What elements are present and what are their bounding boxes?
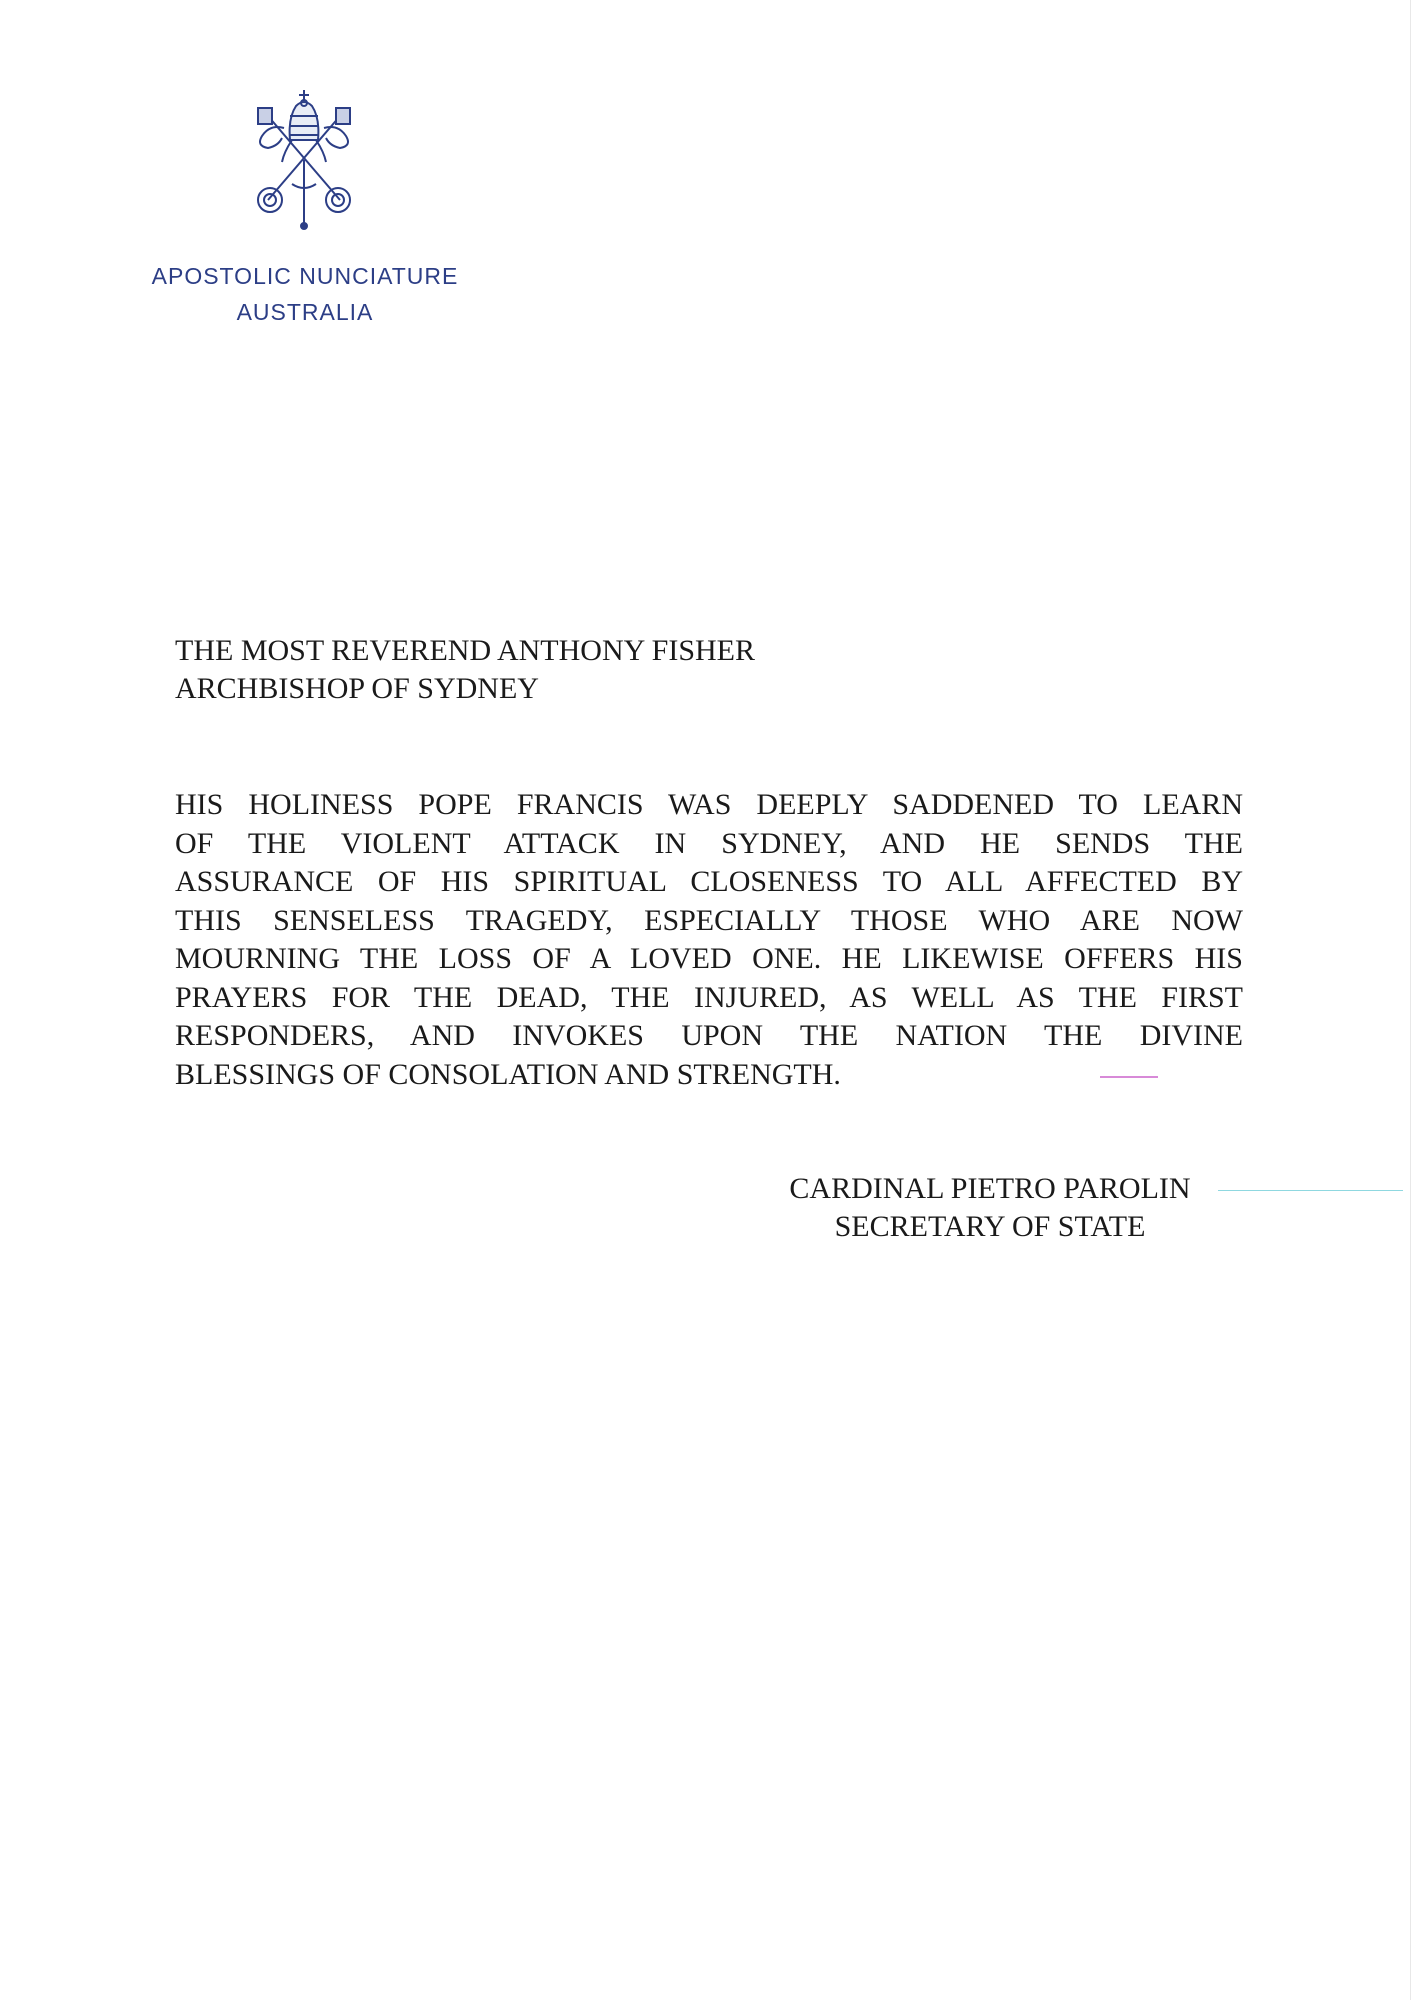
message-line: RESPONDERS, AND INVOKES UPON THE NATION THE DIVINE: [175, 1019, 1243, 1052]
signature-block: [760, 1170, 1220, 1246]
message-line: PRAYERS FOR THE DEAD, THE INJURED, AS WELL AS THE FIRST: [175, 980, 1243, 1014]
message-body: [175, 786, 1243, 1094]
pen-mark: [1218, 1190, 1403, 1191]
message-line: THIS SENSELESS TRAGEDY, ESPECIALLY THOSE WHO ARE NOW: [175, 903, 1243, 937]
signatory-title: SECRETARY OF STATE: [834, 1210, 1146, 1243]
addressee-title: ARCHBISHOP OF SYDNEY: [175, 672, 539, 705]
scan-edge-line: [1410, 0, 1411, 2000]
letterhead-country: AUSTRALIA: [236, 299, 374, 325]
papal-keys-tiara-crest-icon: [244, 88, 364, 230]
signatory-name: CARDINAL PIETRO PAROLIN: [789, 1172, 1191, 1205]
letterhead: [100, 258, 510, 330]
message-line: HIS HOLINESS POPE FRANCIS WAS DEEPLY SADDENED TO LEARN: [175, 788, 1243, 821]
message-line: BLESSINGS OF CONSOLATION AND STRENGTH.: [175, 1057, 841, 1091]
letterhead-title: APOSTOLIC NUNCIATURE: [151, 263, 459, 289]
addressee-name: THE MOST REVEREND ANTHONY FISHER: [175, 634, 756, 667]
pen-mark: [1100, 1076, 1158, 1078]
addressee-block: [175, 632, 755, 708]
message-line: MOURNING THE LOSS OF A LOVED ONE. HE LIKEWISE OFFERS HIS: [175, 942, 1243, 975]
message-line: ASSURANCE OF HIS SPIRITUAL CLOSENESS TO ALL AFFECTED BY: [175, 865, 1243, 898]
message-line: OF THE VIOLENT ATTACK IN SYDNEY, AND HE SENDS THE: [175, 826, 1243, 860]
